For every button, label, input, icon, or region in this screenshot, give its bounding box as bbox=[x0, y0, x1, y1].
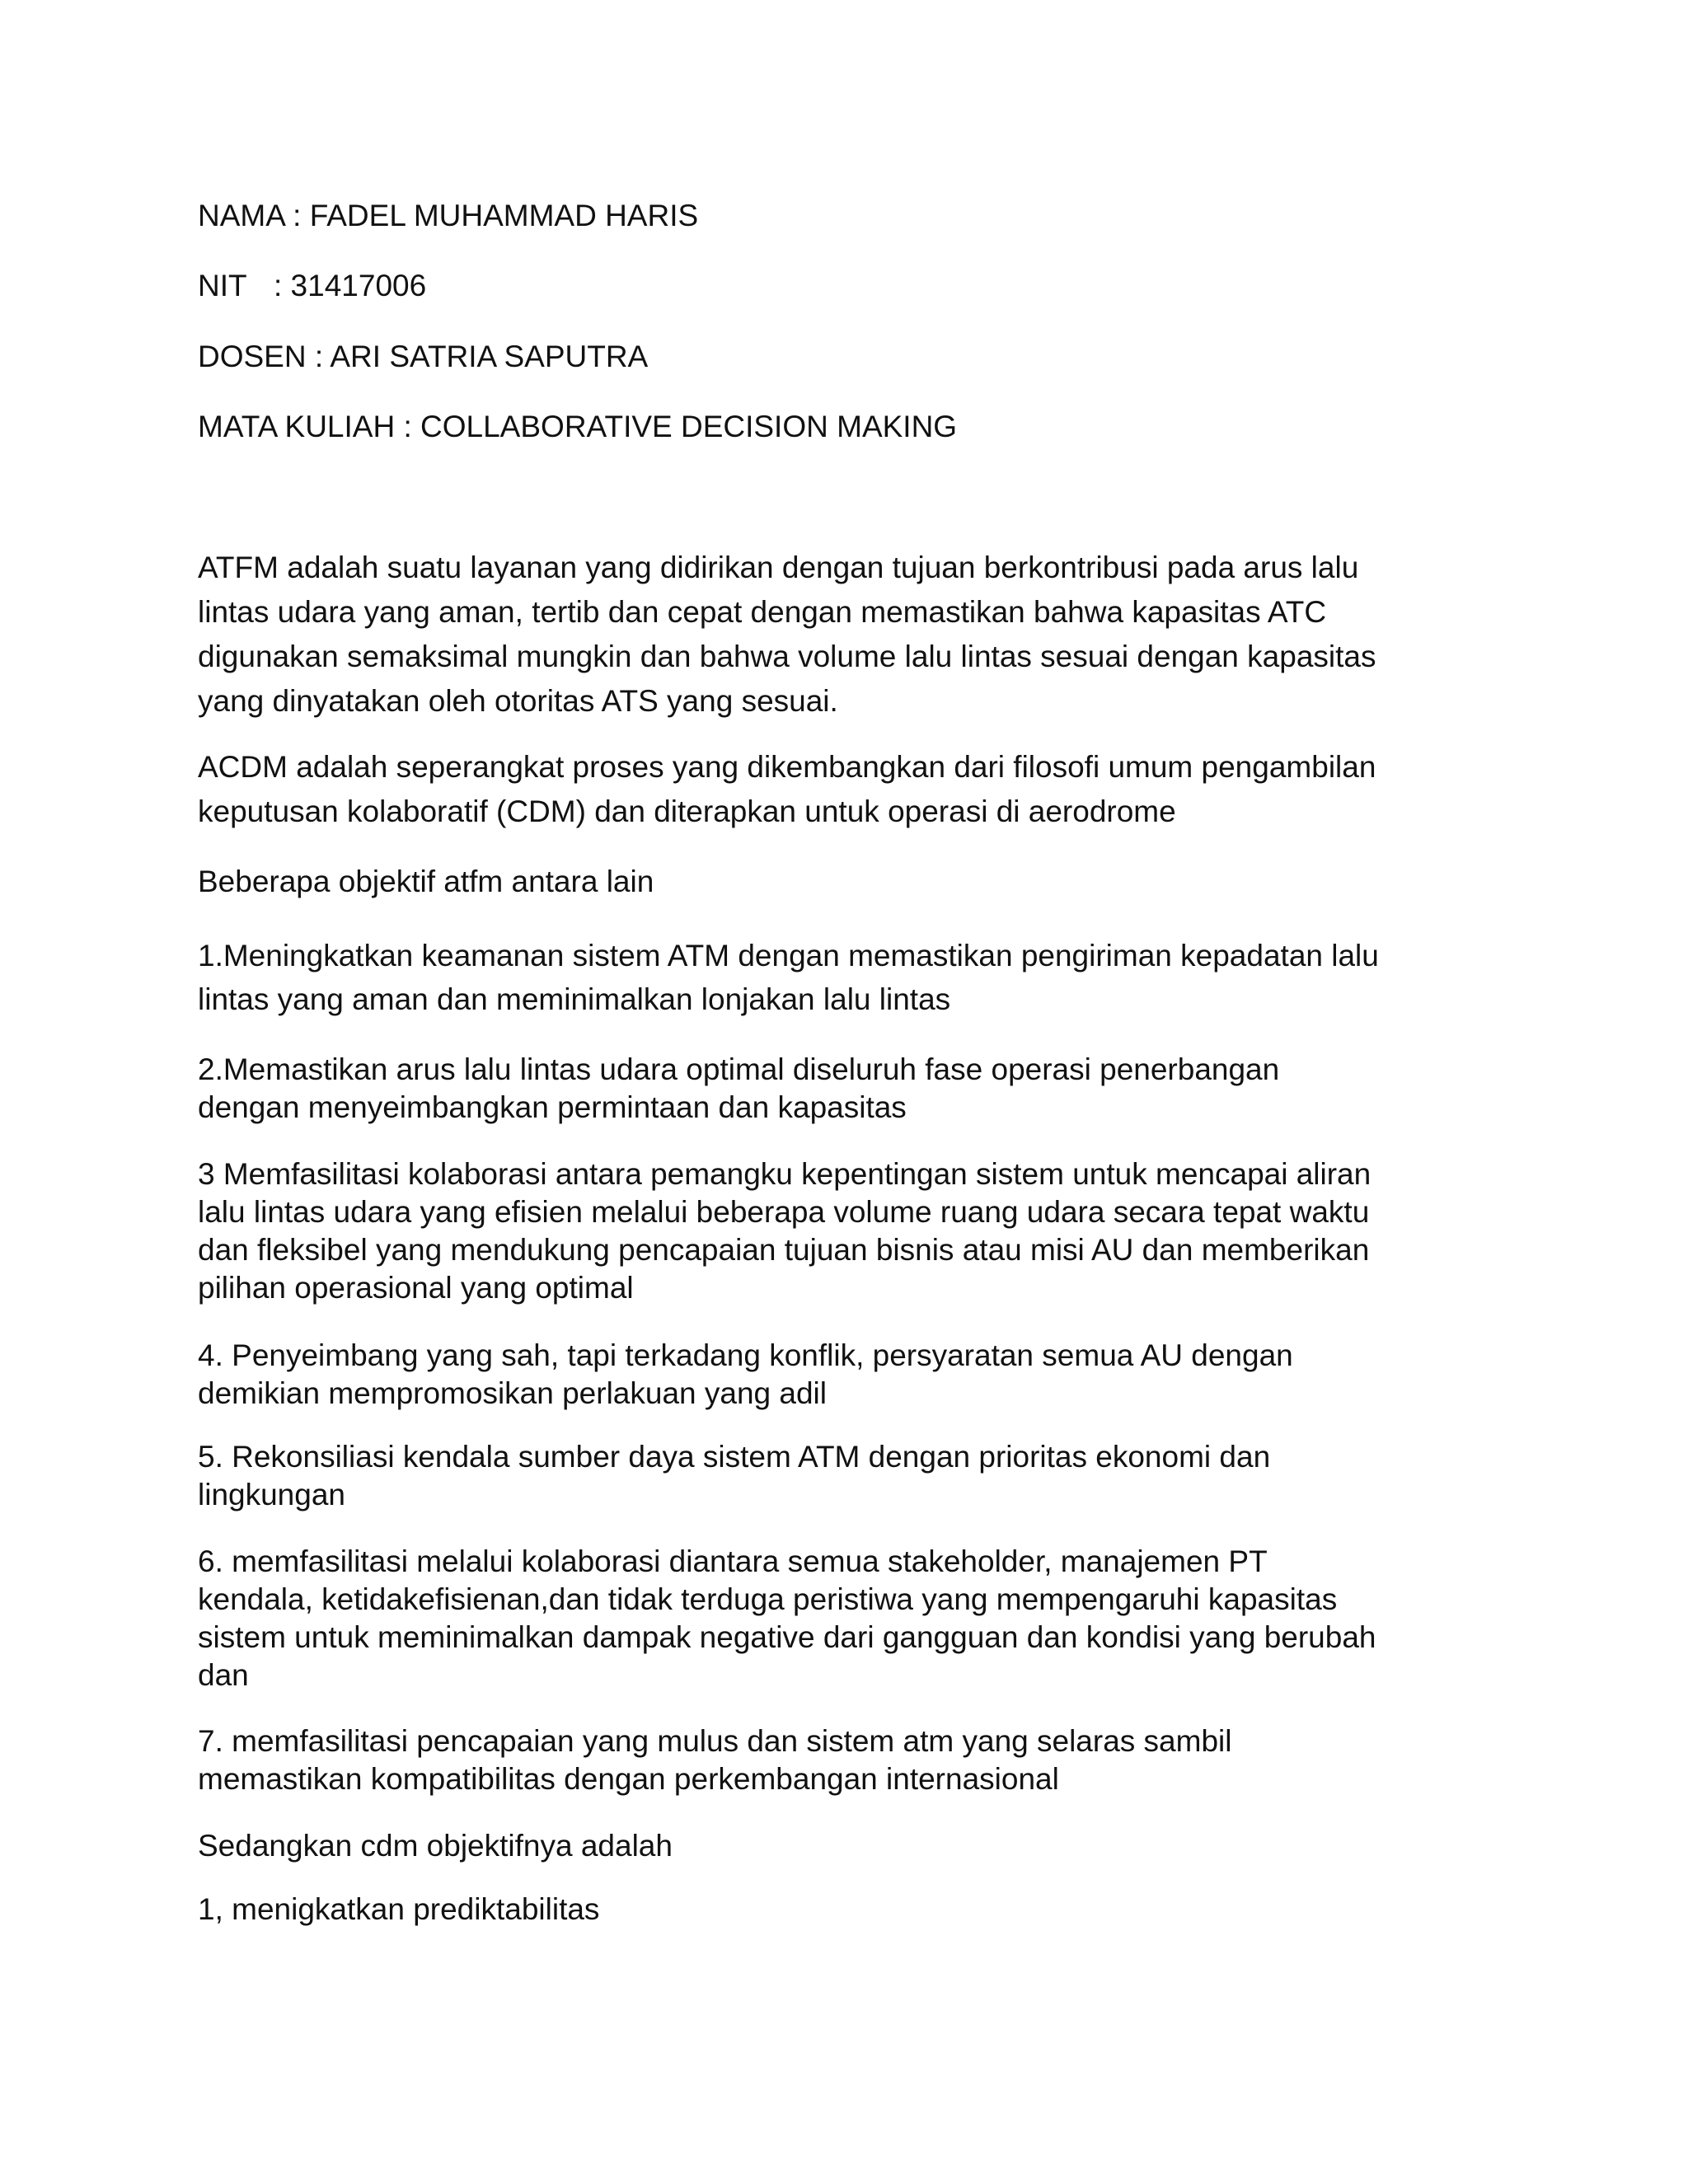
atfm-objective-item: 5. Rekonsiliasi kendala sumber daya sistem ATM dengan prioritas ekonomi dan lingkungan bbox=[198, 1440, 1271, 1511]
cdm-objectives-intro: Sedangkan cdm objektifnya adalah bbox=[198, 1829, 673, 1863]
atfm-objective-item: 3 Memfasilitasi kolaborasi antara pemangku kepentingan sistem untuk mencapai aliran lalu lintas udara yang efisien melalui beberapa volume ruang udara secara tepat waktu dan fleksibel yang mendukung pencapaian tujuan bisnis atau misi AU dan memberikan pilihan operasional yang optimal bbox=[198, 1157, 1372, 1305]
student-id-label: NIT bbox=[198, 269, 247, 302]
atfm-objectives-intro: Beberapa objektif atfm antara lain bbox=[198, 865, 654, 898]
student-id-value: : 31417006 bbox=[274, 269, 427, 302]
atfm-objective-item: 2.Memastikan arus lalu lintas udara optimal diseluruh fase operasi penerbangan dengan menyeimbangkan permintaan dan kapasitas bbox=[198, 1052, 1280, 1124]
cdm-objective-item: 1, menigkatkan prediktabilitas bbox=[198, 1892, 600, 1926]
lecturer-line: DOSEN : ARI SATRIA SAPUTRA bbox=[198, 340, 649, 373]
atfm-definition-paragraph: ATFM adalah suatu layanan yang didirikan dengan tujuan berkontribusi pada arus lalu lintas udara yang aman, tertib dan cepat dengan memastikan bahwa kapasitas ATC digunakan semaksimal mungkin dan bahwa volume lalu lintas sesuai dengan kapasitas yang dinyatakan oleh otoritas ATS yang sesuai. bbox=[198, 551, 1376, 718]
atfm-objective-item: 1.Meningkatkan keamanan sistem ATM dengan memastikan pengiriman kepadatan lalu lintas yang aman dan meminimalkan lonjakan lalu lintas bbox=[198, 939, 1379, 1016]
acdm-definition-paragraph: ACDM adalah seperangkat proses yang dikembangkan dari filosofi umum pengambilan keputusan kolaboratif (CDM) dan diterapkan untuk operasi di aerodrome bbox=[198, 750, 1376, 828]
course-line: MATA KULIAH : COLLABORATIVE DECISION MAKING bbox=[198, 410, 958, 443]
student-name-line: NAMA : FADEL MUHAMMAD HARIS bbox=[198, 199, 699, 232]
student-id-line bbox=[198, 268, 426, 304]
atfm-objective-item: 6. memfasilitasi melalui kolaborasi diantara semua stakeholder, manajemen PT kendala, ketidakefisienan,dan tidak terduga peristiwa yang mempengaruhi kapasitas sistem untuk meminimalkan dampak negative dari gangguan dan kondisi yang berubah dan bbox=[198, 1544, 1376, 1692]
atfm-objective-item: 7. memfasilitasi pencapaian yang mulus dan sistem atm yang selaras sambil memastikan kompatibilitas dengan perkembangan internasional bbox=[198, 1724, 1232, 1796]
atfm-objective-item: 4. Penyeimbang yang sah, tapi terkadang konflik, persyaratan semua AU dengan demikian mempromosikan perlakuan yang adil bbox=[198, 1338, 1293, 1410]
